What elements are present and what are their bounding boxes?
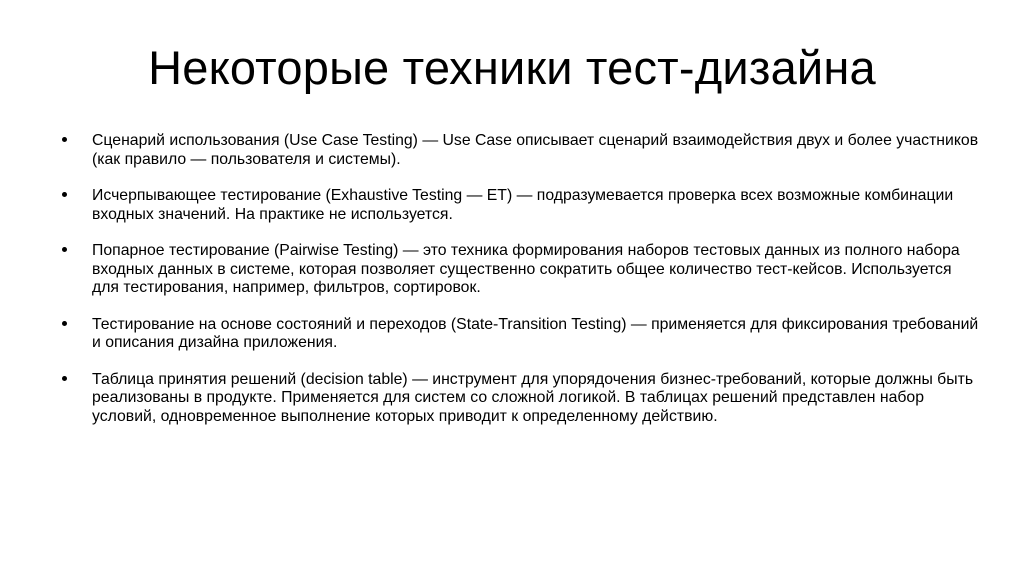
bullet-text: Таблица принятия решений (decision table) — инструмент для упорядочения бизнес-требований, которые должны быть реализованы в продукте. Применяется для систем со сложной логикой. В таблицах решений представлен набор условий, одновременное выполнение которых приводит к определенному действию.: [92, 370, 974, 425]
bullet-dot-icon: [62, 137, 67, 142]
bullet-text: Исчерпывающее тестирование (Exhaustive Testing — ET) — подразумевается проверка всех возможные комбинации входных значений. На практике не используется.: [92, 187, 954, 223]
bullet-text: Тестирование на основе состояний и переходов (State-Transition Testing) — применяется для фиксирования требований и описания дизайна приложения.: [92, 315, 979, 351]
bullet-text: Сценарий использования (Use Case Testing) — Use Case описывает сценарий взаимодействия двух и более участников (как правило — пользователя и системы).: [92, 132, 979, 168]
bullet-item-pairwise: [62, 242, 982, 298]
bullet-dot-icon: [62, 247, 67, 252]
bullet-list: [62, 132, 982, 444]
bullet-text: Попарное тестирование (Pairwise Testing) — это техника формирования наборов тестовых данных из полного набора входных данных в системе, которая позволяет существенно сократить общее количество тест-кейсов. Используется для тестирования, например, фильтров, сортировок.: [92, 242, 960, 296]
bullet-item-state-transition: [62, 316, 982, 353]
bullet-item-use-case: [62, 132, 982, 169]
bullet-item-exhaustive: [62, 187, 982, 224]
bullet-dot-icon: [62, 321, 67, 326]
bullet-dot-icon: [62, 376, 67, 381]
bullet-dot-icon: [62, 192, 67, 197]
bullet-item-decision-table: [62, 371, 982, 427]
slide-title: Некоторые техники тест-дизайна: [148, 41, 876, 94]
